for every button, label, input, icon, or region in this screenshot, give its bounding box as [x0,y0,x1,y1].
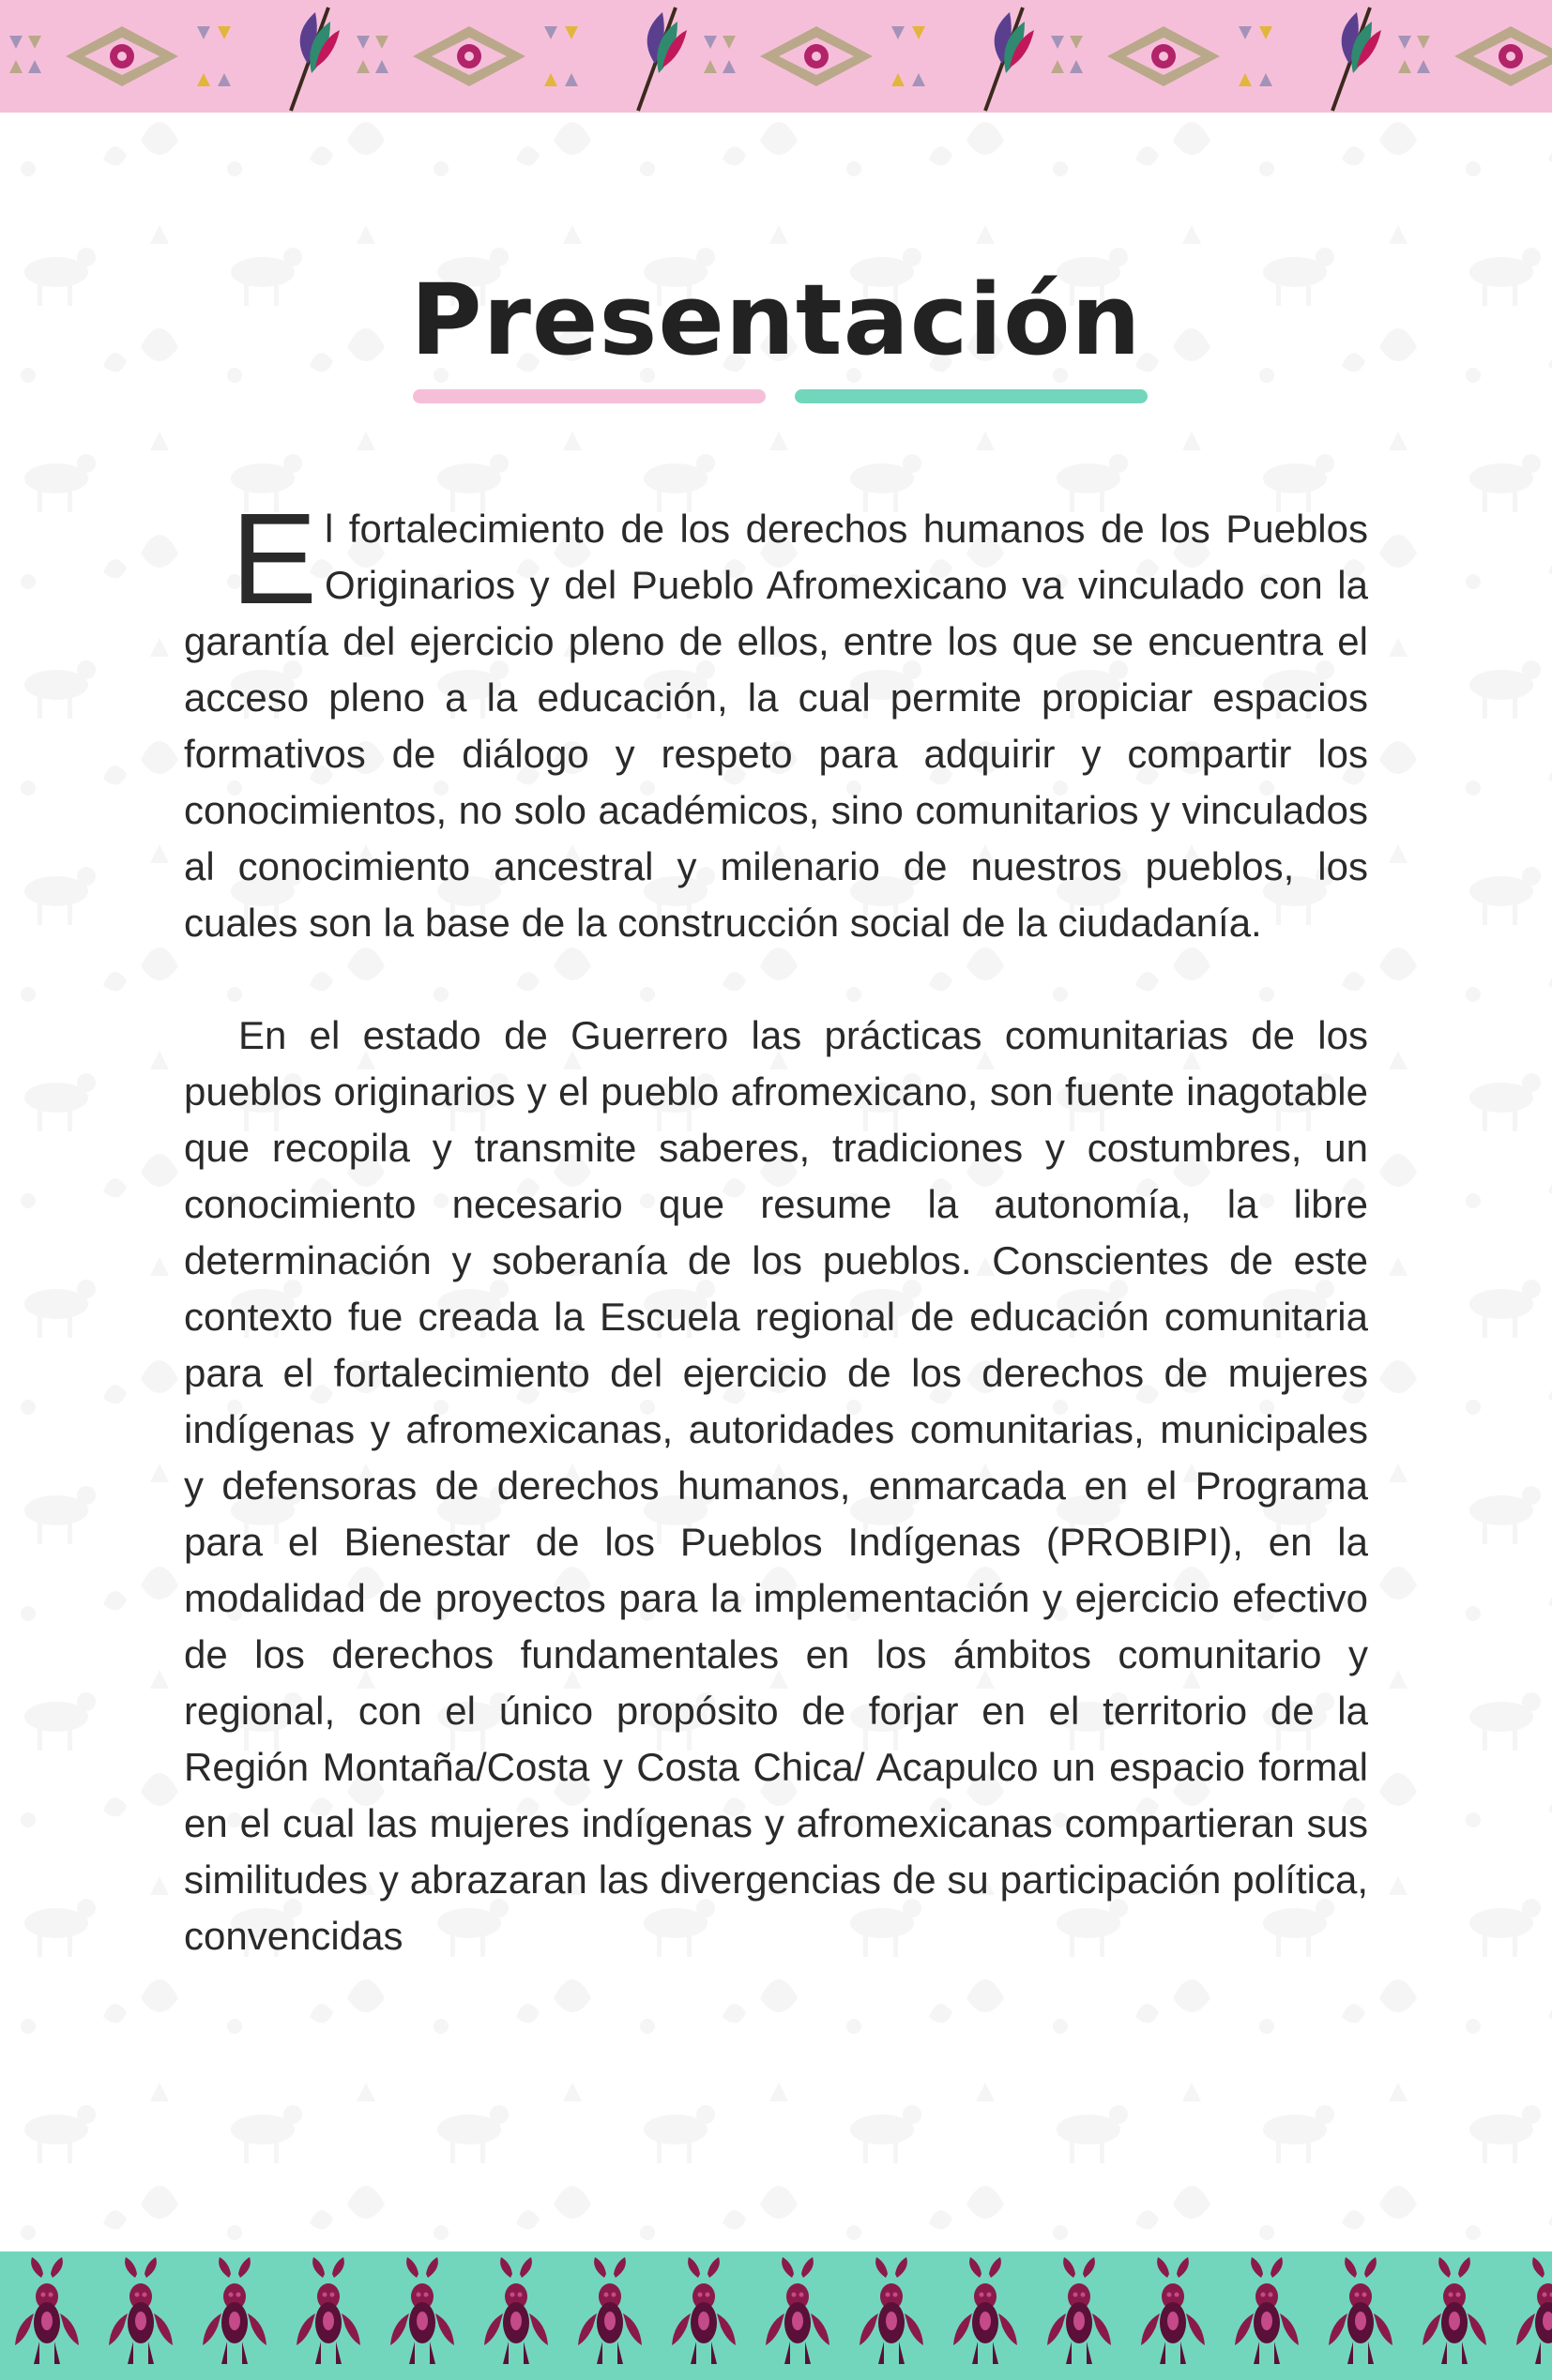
title-underline-green [795,389,1148,403]
paragraph-2: En el estado de Guerrero las prácticas comunitarias de los pueblos originarios y el pueblo afromexicano, son fuente inagotable que recopila y transmite saberes, tradiciones y costumbres, un conocimiento necesario que resume la autonomía, la libre determinación y soberanía de los pueblos. Conscientes de este contexto fue creada la Escuela regional de educación comunitaria para el fortalecimiento del ejercicio de los derechos de mujeres indígenas y afromexicanas, autoridades comunitarias, municipales y defensoras de derechos humanos, enmarcada en el Programa para el Bienestar de los Pueblos Indígenas (PROBIPI), en la modalidad de proyectos para la implementación y ejercicio efectivo de los derechos fundamentales en los ámbitos comunitario y regional, con el único propósito de forjar en el territorio de la Región Montaña/Costa y Costa Chica/ Acapulco un espacio formal en el cual las mujeres indígenas y afromexicanas compartieran sus similitudes y abrazaran las divergencias de su participación política, convencidas [184,1013,1368,1958]
paragraph-1: El fortalecimiento de los derechos humanos de los Pueblos Originarios y del Pueblo Afromexicano va vinculado con la garantía del ejercicio pleno de ellos, entre los que se encuentra el acceso pleno a la educación, la cual permite propiciar espacios formativos de diálogo y respeto para adquirir y compartir los conocimientos, no solo académicos, sino comunitarios y vinculados al conocimiento ancestral y milenario de nuestros pueblos, los cuales son la base de la construcción social de la ciudadanía. [184,487,1368,945]
presentation-body [184,487,1368,1964]
title-underline-pink [413,389,766,403]
bottom-decorative-band [0,2251,1552,2380]
page-title: Presentación [410,263,1142,377]
embroidered-animal-pattern-icon [0,2251,1552,2380]
embroidered-flower-pattern-icon [0,0,1552,113]
top-decorative-band [0,0,1552,113]
